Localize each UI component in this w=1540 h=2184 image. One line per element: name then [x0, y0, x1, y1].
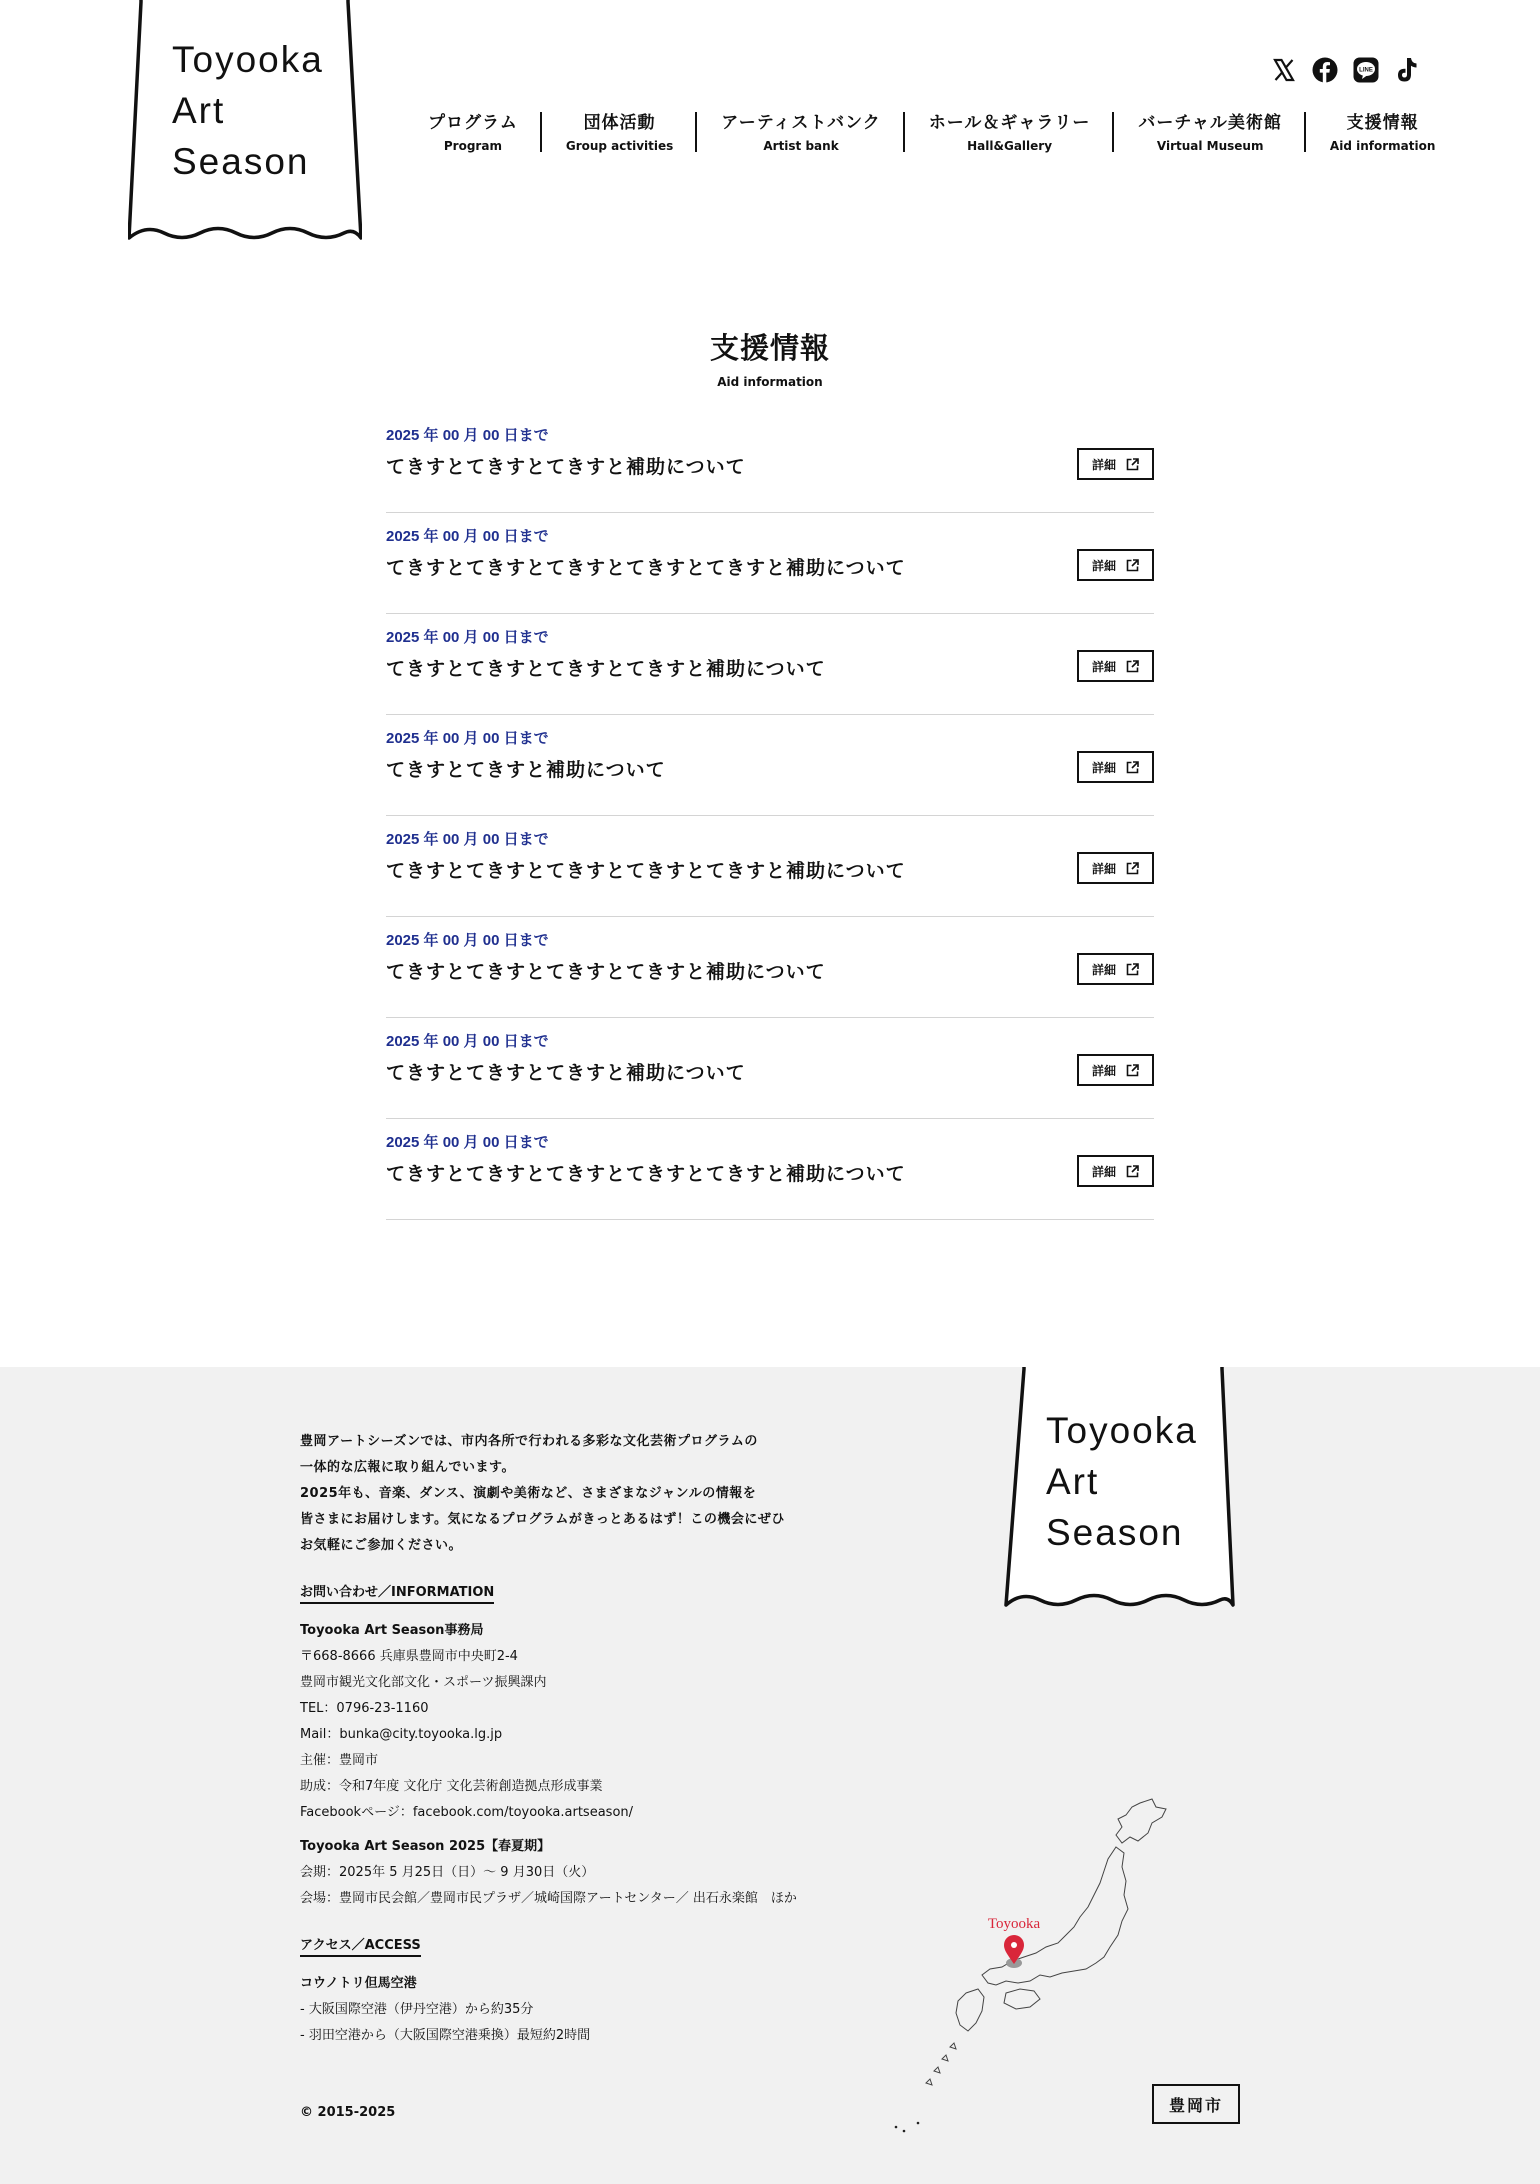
aid-list-item: [386, 412, 1154, 513]
nav-item-aid-information[interactable]: [1306, 108, 1435, 153]
nav-label-ja: バーチャル美術館: [1138, 113, 1282, 133]
line-icon[interactable]: [1352, 56, 1379, 83]
facebook-icon[interactable]: [1311, 56, 1338, 83]
intro-line: お気軽にご参加ください。: [300, 1538, 463, 1553]
details-button[interactable]: [1077, 953, 1154, 985]
nav-label-ja: ホール＆ギャラリー: [928, 113, 1091, 133]
site-footer: [0, 1367, 1540, 2184]
aid-list-item: [386, 816, 1154, 917]
aid-list-item: [386, 1119, 1154, 1220]
nav-item-program[interactable]: [400, 108, 542, 153]
airport-name: コウノトリ但馬空港: [300, 1976, 417, 1991]
external-link-icon: [1126, 458, 1139, 471]
details-button[interactable]: [1077, 448, 1154, 480]
aid-list-item: [386, 513, 1154, 614]
nav-item-hall-gallery[interactable]: [905, 108, 1115, 153]
info-line: 主催：豊岡市: [300, 1753, 379, 1768]
site-logo[interactable]: [128, 0, 362, 242]
nav-label-ja: 支援情報: [1346, 113, 1419, 133]
nav-label-en: Program: [443, 139, 502, 153]
info-line: 助成：令和7年度 文化庁 文化芸術創造拠点形成事業: [300, 1779, 603, 1794]
logo-line: Toyooka: [1046, 1410, 1198, 1451]
aid-deadline: 2025 年 00 月 00 日まで: [386, 932, 549, 949]
nav-label-ja: プログラム: [428, 113, 518, 133]
logo-line: Art: [1046, 1461, 1100, 1502]
aid-deadline: 2025 年 00 月 00 日まで: [386, 427, 549, 444]
aid-deadline: 2025 年 00 月 00 日まで: [386, 730, 549, 747]
nav-label-en: Group activities: [565, 139, 674, 153]
logo-line: Season: [172, 141, 310, 182]
logo-line: Toyooka: [172, 39, 324, 80]
nav-label-en: Aid information: [1329, 139, 1436, 153]
details-button[interactable]: [1077, 650, 1154, 682]
access-line: - 羽田空港から（大阪国際空港乗換）最短約2時間: [300, 2028, 591, 2043]
nav-item-group-activities[interactable]: [542, 108, 697, 153]
details-button-label: 詳細: [1091, 962, 1116, 977]
info-line: TEL：0796-23-1160: [300, 1701, 429, 1716]
external-link-icon: [1126, 862, 1139, 875]
aid-title: てきすとてきすとてきすとてきすとてきすと補助について: [386, 860, 906, 882]
footer-intro: [300, 1429, 860, 1559]
page-title: 支援情報: [709, 331, 830, 365]
aid-deadline: 2025 年 00 月 00 日まで: [386, 528, 549, 545]
page-subtitle: Aid information: [717, 375, 823, 389]
details-button-label: 詳細: [1091, 457, 1116, 472]
details-button-label: 詳細: [1091, 760, 1116, 775]
external-link-icon: [1126, 660, 1139, 673]
details-button-label: 詳細: [1091, 1164, 1116, 1179]
aid-list-item: [386, 715, 1154, 816]
aid-list: [386, 412, 1154, 1220]
external-link-icon: [1126, 559, 1139, 572]
map-pin-icon: [1004, 1935, 1024, 1964]
nav-label-en: Artist bank: [763, 139, 839, 153]
season-title: Toyooka Art Season 2025【春夏期】: [300, 1839, 551, 1854]
intro-line: 皆さまにお届けします。気になるプログラムがきっとあるはず！この機会にぜひ: [300, 1512, 785, 1527]
intro-line: 豊岡アートシーズンでは、市内各所で行われる多彩な文化芸術プログラムの: [300, 1434, 758, 1449]
aid-title: てきすとてきすとてきすとてきすとてきすと補助について: [386, 1163, 906, 1185]
details-button[interactable]: [1077, 751, 1154, 783]
intro-line: 一体的な広報に取り組んでいます。: [300, 1460, 515, 1475]
details-button-label: 詳細: [1091, 861, 1116, 876]
aid-title: てきすとてきすと補助について: [386, 759, 666, 781]
info-line: 〒668-8666 兵庫県豊岡市中央町2-4: [300, 1649, 518, 1664]
aid-title: てきすとてきすとてきすとてきすと補助について: [386, 658, 826, 680]
details-button[interactable]: [1077, 549, 1154, 581]
tiktok-icon[interactable]: [1393, 56, 1420, 83]
footer-info: [300, 1429, 860, 2049]
footer-logo[interactable]: [1002, 1367, 1236, 1609]
x-icon[interactable]: [1270, 56, 1297, 83]
details-button-label: 詳細: [1091, 659, 1116, 674]
aid-deadline: 2025 年 00 月 00 日まで: [386, 629, 549, 646]
nav-label-ja: 団体活動: [583, 113, 656, 133]
nav-label-ja: アーティストバンク: [721, 113, 881, 133]
external-link-icon: [1126, 761, 1139, 774]
nav-label-en: Virtual Museum: [1156, 139, 1264, 153]
map-label: Toyooka: [987, 1916, 1041, 1932]
aid-title: てきすとてきすとてきすと補助について: [386, 456, 746, 478]
aid-deadline: 2025 年 00 月 00 日まで: [386, 1033, 549, 1050]
aid-list-item: [386, 614, 1154, 715]
external-link-icon: [1126, 1165, 1139, 1178]
main-nav: [400, 108, 1436, 153]
info-line: 豊岡市観光文化部文化・スポーツ振興課内: [300, 1675, 547, 1690]
logo-text: [172, 34, 324, 187]
social-links: [1270, 56, 1420, 83]
access-line: - 大阪国際空港（伊丹空港）から約35分: [300, 2002, 534, 2017]
details-button[interactable]: [1077, 1054, 1154, 1086]
aid-deadline: 2025 年 00 月 00 日まで: [386, 831, 549, 848]
info-heading: お問い合わせ／INFORMATION: [300, 1581, 494, 1604]
details-button[interactable]: [1077, 1155, 1154, 1187]
copyright: © 2015-2025: [300, 2105, 396, 2120]
city-badge-link[interactable]: 豊岡市: [1152, 2084, 1240, 2124]
season-line: 会期：2025年 5 月25日（日）～ 9 月30日（火）: [300, 1865, 595, 1880]
external-link-icon: [1126, 1064, 1139, 1077]
nav-label-en: Hall&Gallery: [967, 139, 1053, 153]
season-line: 会場：豊岡市民会館／豊岡市民プラザ／城崎国際アートセンター／ 出石永楽館 ほか: [300, 1891, 797, 1906]
logo-line: Season: [1046, 1512, 1184, 1553]
line-icon-label: LINE: [1358, 66, 1373, 73]
info-line: Facebookページ：facebook.com/toyooka.artseason/: [300, 1805, 634, 1820]
access-heading: アクセス／ACCESS: [300, 1934, 421, 1957]
nav-item-virtual-museum[interactable]: [1114, 108, 1306, 153]
page-heading: [0, 326, 1540, 389]
aid-deadline: 2025 年 00 月 00 日まで: [386, 1134, 549, 1151]
logo-text: [1046, 1405, 1198, 1558]
details-button[interactable]: [1077, 852, 1154, 884]
external-link-icon: [1126, 963, 1139, 976]
aid-title: てきすとてきすとてきすと補助について: [386, 1062, 746, 1084]
details-button-label: 詳細: [1091, 558, 1116, 573]
aid-title: てきすとてきすとてきすとてきすとてきすと補助について: [386, 557, 906, 579]
nav-item-artist-bank[interactable]: [697, 108, 904, 153]
aid-title: てきすとてきすとてきすとてきすと補助について: [386, 961, 826, 983]
office-name: Toyooka Art Season事務局: [300, 1623, 484, 1638]
logo-line: Art: [172, 90, 226, 131]
intro-line: 2025年も、音楽、ダンス、演劇や美術など、さまざまなジャンルの情報を: [300, 1486, 757, 1501]
info-line: Mail：bunka@city.toyooka.lg.jp: [300, 1727, 503, 1742]
aid-list-item: [386, 1018, 1154, 1119]
details-button-label: 詳細: [1091, 1063, 1116, 1078]
aid-list-item: [386, 917, 1154, 1018]
